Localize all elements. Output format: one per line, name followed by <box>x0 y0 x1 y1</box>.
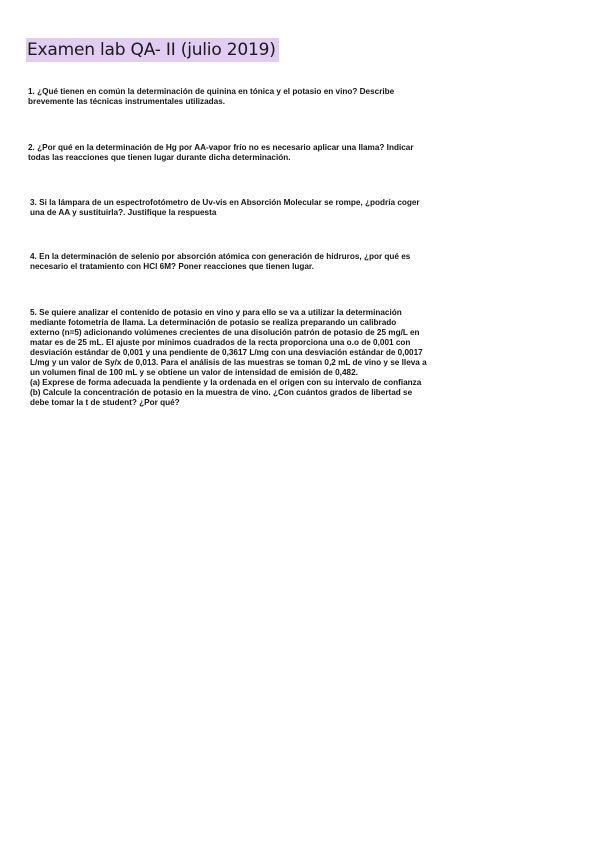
question-5-statement: 5. Se quiere analizar el contenido de potasio en vino y para ello se va a utilizar la determinación mediante fotometría de llama. La determinación de potasio se realiza preparando un calibrado externo (n=5) adicionando volúmenes crecientes de una disolución patrón de potasio de 25 mg/L en matar es de 25 mL. El ajuste por mínimos cuadrados de la recta proporciona una o.o de 0,001 con desviación estándar de 0,001 y una pendiente de 0,3617 L/mg con una desviación estándar de 0,0017 L/mg y un valor de Sy/x de 0,013. Para el análisis de las muestras se toman 0,2 mL de vino y se lleva a un volumen final de 100 mL y se obtiene un valor de intensidad de emisión de 0,482. <box>30 308 427 377</box>
question-4: 4. En la determinación de selenio por absorción atómica con generación de hidruros, ¿por qué es necesario el tratamiento con HCl 6M? Poner reacciones que tienen lugar. <box>30 252 411 271</box>
question-2: 2. ¿Por qué en la determinación de Hg por AA-vapor frío no es necesario aplicar una llama? Indicar todas las reacciones que tienen lugar durante dicha determinación. <box>28 143 414 162</box>
question-1: 1. ¿Qué tienen en común la determinación de quinina en tónica y el potasio en vino? Describe brevemente las técnicas instrumentales utilizadas. <box>28 87 395 106</box>
question-5-subpart-b: (b) Calcule la concentración de potasio en la muestra de vino. ¿Con cuántos grados de libertad se debe tomar la t de student? ¿Por qué? <box>30 388 413 407</box>
exam-title: Examen lab QA- II (julio 2019) <box>26 38 279 62</box>
title-wrapper <box>26 38 279 62</box>
question-5 <box>30 308 428 408</box>
question-5-subpart-a: (a) Exprese de forma adecuada la pendiente y la ordenada en el origen con su intervalo de confianza <box>30 378 422 387</box>
question-3: 3. Si la lámpara de un espectrofotómetro de Uv-vis en Absorción Molecular se rompe, ¿podría coger una de AA y sustituirla?. Justifique la respuesta <box>30 198 420 217</box>
